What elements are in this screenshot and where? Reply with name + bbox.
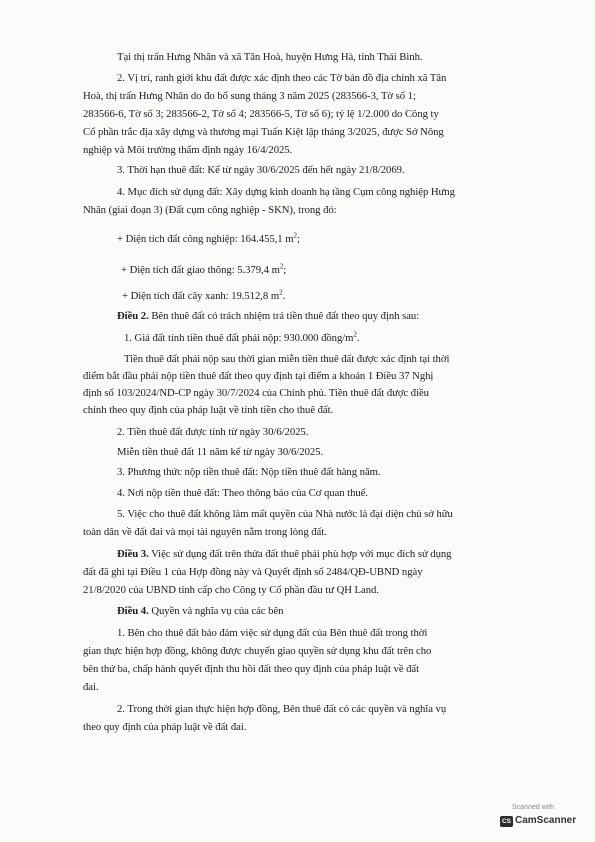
text-line: toàn dân về đất đai và mọi tài nguyên nằm trong lòng đất. [83,526,327,538]
article-2-heading [117,310,419,323]
text-line: gian thực hiện hợp đồng, không được chuyển giao quyền sử dụng khu đất trên cho [83,645,432,657]
text-line: nghiệp và Môi trường thẩm định ngày 16/4/2025. [83,144,293,156]
text-line: 21/8/2020 của UBND tỉnh cấp cho Công ty Cổ phần đầu tư QH Land. [83,584,379,596]
article-4-heading [117,605,283,618]
text-line: đai. [83,681,99,693]
article-label: Điều 4. [117,605,149,617]
text-line: Tiền thuê đất phải nộp sau thời gian miễn tiền thuê đất được xác định tại thời [124,353,450,365]
text-line: 4. Mục đích sử dụng đất: Xây dựng kinh doanh hạ tầng Cụm công nghiệp Hưng [117,186,455,198]
text-line: Nhân (giai đoạn 3) (Đất cụm công nghiệp - SKN), trong đó: [83,204,337,216]
camscanner-logo-icon: CS [501,818,512,825]
text-line: điểm bắt đầu phải nộp tiền thuê đất theo quy định tại điểm a khoản 1 Điều 37 Nghị [83,370,434,382]
text-line: 2. Tiền thuê đất được tính từ ngày 30/6/2025. [117,426,309,438]
punctuation: . [356,332,360,344]
text-line: 3. Thời hạn thuê đất: Kể từ ngày 30/6/2025 đến hết ngày 21/8/2069. [117,164,405,176]
text-line: 283566-6, Tờ số 3; 283566-2, Tờ số 4; 283566-5, Tờ số 6); tỷ lệ 1/2.000 do Công ty [83,108,439,120]
watermark-caption: Scanned with [512,804,555,811]
article-label: Điều 2. [117,310,149,322]
superscript: 2 [279,288,283,297]
area-item-industrial [117,233,300,246]
text-line: 2. Trong thời gian thực hiện hợp đồng, Bên thuê đất có các quyền và nghĩa vụ [117,703,447,715]
article-3-heading [117,548,451,561]
area-item-text: + Diện tích đất giao thông: 5.379,4 m [121,264,280,276]
punctuation: ; [283,264,287,276]
text-line: đất đã ghi tại Điều 1 của Hợp đồng này và Quyết định số 2484/QĐ-UBND ngày [83,566,423,578]
text-line: Tại thị trấn Hưng Nhân và xã Tân Hoà, huyện Hưng Hà, tỉnh Thái Bình. [117,51,423,63]
text-line: 1. Bên cho thuê đất bảo đảm việc sử dụng đất của Bên thuê đất trong thời [117,627,428,639]
text-line: chỉnh theo quy định của pháp luật về tính tiền cho thuê đất. [83,404,334,416]
land-price-text: 1. Giá đất tính tiền thuê đất phải nộp: 930.000 đồng/m [124,332,354,344]
camscanner-watermark [498,802,578,832]
superscript: 2 [293,231,297,240]
article-text: Bên thuê đất có trách nhiệm trả tiền thuê đất theo quy định sau: [148,310,420,322]
text-line: theo quy định của pháp luật về đất đai. [83,721,247,733]
text-line [124,332,360,345]
superscript: 2 [279,262,284,271]
area-item-traffic [121,264,286,277]
article-text: Quyền và nghĩa vụ của các bên [148,605,284,617]
text-line: bên thứ ba, chấp hành quyết định thu hồi đất theo quy định của pháp luật về đất [83,663,420,675]
punctuation: ; [296,233,300,245]
superscript: 2 [353,330,357,339]
article-text: Việc sử dụng đất trên thửa đất thuê phải phù hợp với mục đích sử dụng [148,548,452,560]
text-line: 5. Việc cho thuê đất không làm mất quyền của Nhà nước là đại diện chủ sở hữu [117,508,453,520]
punctuation: . [282,290,286,302]
text-line: 3. Phương thức nộp tiền thuê đất: Nộp tiền thuê đất hàng năm. [117,466,381,478]
watermark-brand: CamScanner [515,815,577,826]
text-line: 2. Vị trí, ranh giới khu đất được xác định theo các Tờ bản đồ địa chính xã Tân [117,72,447,84]
area-item-text: + Diện tích đất công nghiệp: 164.455,1 m [117,233,294,245]
text-line: Hoà, thị trấn Hưng Nhân do đo bổ sung tháng 3 năm 2025 (283566-3, Tờ số 1; [83,90,416,102]
area-item-text: + Diện tích đất cây xanh: 19.512,8 m [122,290,280,302]
text-line: định số 103/2024/ND-CP ngày 30/7/2024 của Chính phủ. Tiền thuê đất được điều [83,387,429,399]
text-line: Miễn tiền thuê đất 11 năm kể từ ngày 30/6/2025. [117,446,324,458]
article-label: Điều 3. [117,548,149,560]
text-line: Cổ phần trắc địa xây dựng và thương mại Tuấn Kiệt lập tháng 3/2025, được Sở Nông [83,126,444,138]
text-line: 4. Nơi nộp tiền thuê đất: Theo thông báo của Cơ quan thuế. [117,487,369,499]
area-item-greenery [122,290,285,303]
